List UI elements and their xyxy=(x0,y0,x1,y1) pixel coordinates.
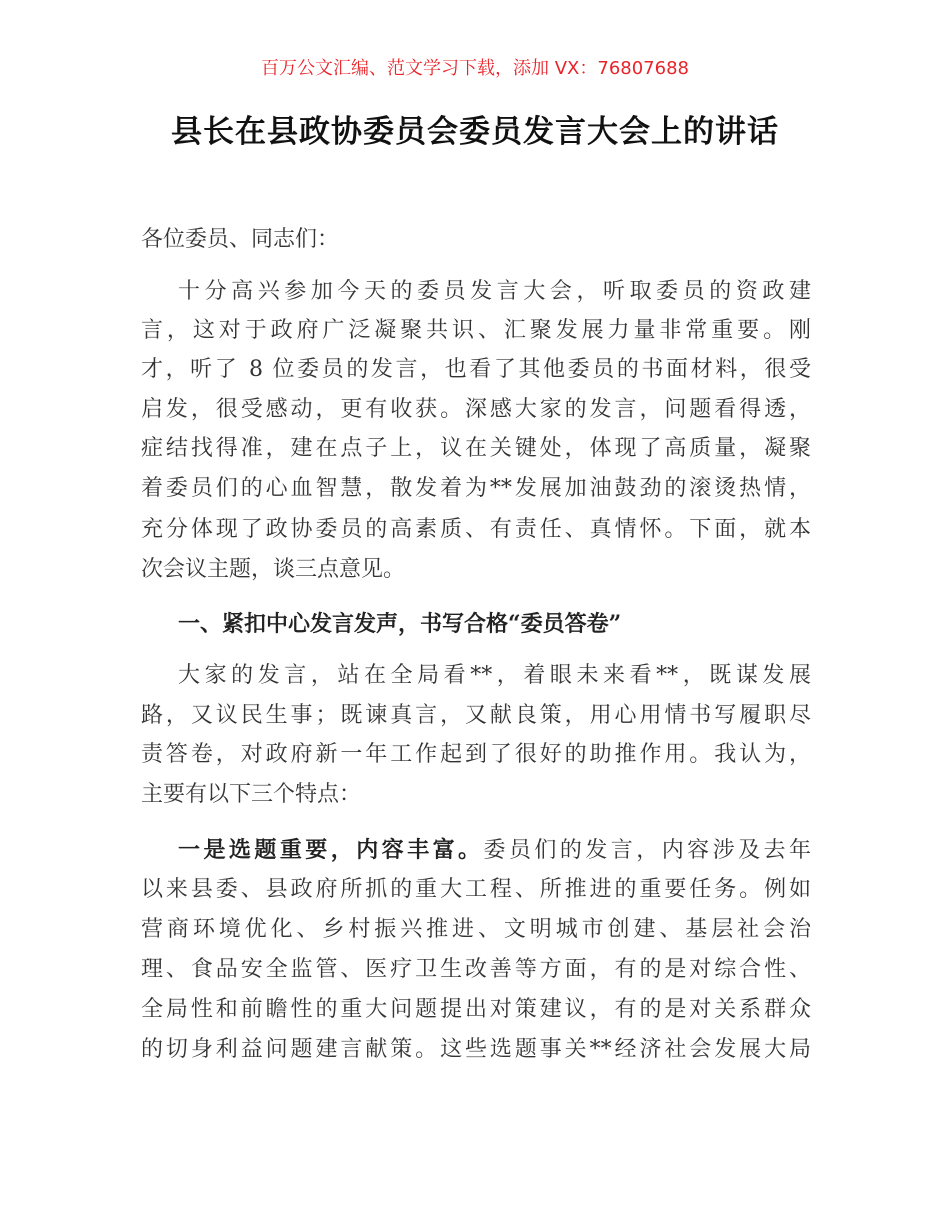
paragraph-line: 路，又议民生事；既谏真言，又献良策，用心用情书写履职尽 xyxy=(141,703,811,728)
download-banner: 百万公文汇编、范文学习下载，添加 VX：76807688 xyxy=(261,58,689,79)
greeting: 各位委员、同志们： xyxy=(141,227,340,252)
paragraph-line: 着委员们的心血智慧，散发着为**发展加油鼓劲的滚烫热情， xyxy=(141,476,811,501)
paragraph-line: 的切身利益问题建言献策。这些选题事关**经济社会发展大局 xyxy=(141,1037,811,1062)
paragraph-line: 启发，很受感动，更有收获。深感大家的发言，问题看得透， xyxy=(141,397,811,422)
paragraph-line: 以来县委、县政府所抓的重大工程、所推进的重要任务。例如 xyxy=(141,877,811,902)
paragraph-line: 症结找得准，建在点子上，议在关键处，体现了高质量，凝聚 xyxy=(141,436,811,461)
line-text: 委员们的发言，内容涉及去年 xyxy=(483,838,811,863)
paragraph-line: 主要有以下三个特点： xyxy=(141,782,362,807)
paragraph-line: 才，听了 8 位委员的发言，也看了其他委员的书面材料，很受 xyxy=(141,357,811,382)
document-title: 县长在县政协委员会委员发言大会上的讲话 xyxy=(171,114,779,150)
paragraph-line: 充分体现了政协委员的高素质、有责任、真情怀。下面，就本 xyxy=(141,517,811,542)
paragraph-line: 全局性和前瞻性的重大问题提出对策建议，有的是对关系群众 xyxy=(141,997,811,1022)
paragraph-line xyxy=(178,830,811,870)
bold-lead: 一是选题重要，内容丰富。 xyxy=(178,837,484,863)
paragraph-line: 营商环境优化、乡村振兴推进、文明城市创建、基层社会治 xyxy=(141,917,811,942)
paragraph-line: 言，这对于政府广泛凝聚共识、汇聚发展力量非常重要。刚 xyxy=(141,318,811,343)
paragraph-line: 责答卷，对政府新一年工作起到了很好的助推作用。我认为， xyxy=(141,742,811,767)
paragraph-line: 次会议主题，谈三点意见。 xyxy=(141,557,406,582)
paragraph-line: 理、食品安全监管、医疗卫生改善等方面，有的是对综合性、 xyxy=(141,957,811,982)
paragraph-line: 大家的发言，站在全局看**，着眼未来看**，既谋发展 xyxy=(178,663,811,688)
paragraph-line: 十分高兴参加今天的委员发言大会，听取委员的资政建 xyxy=(178,279,811,304)
section-heading: 一、紧扣中心发言发声，书写合格“委员答卷” xyxy=(178,611,622,637)
